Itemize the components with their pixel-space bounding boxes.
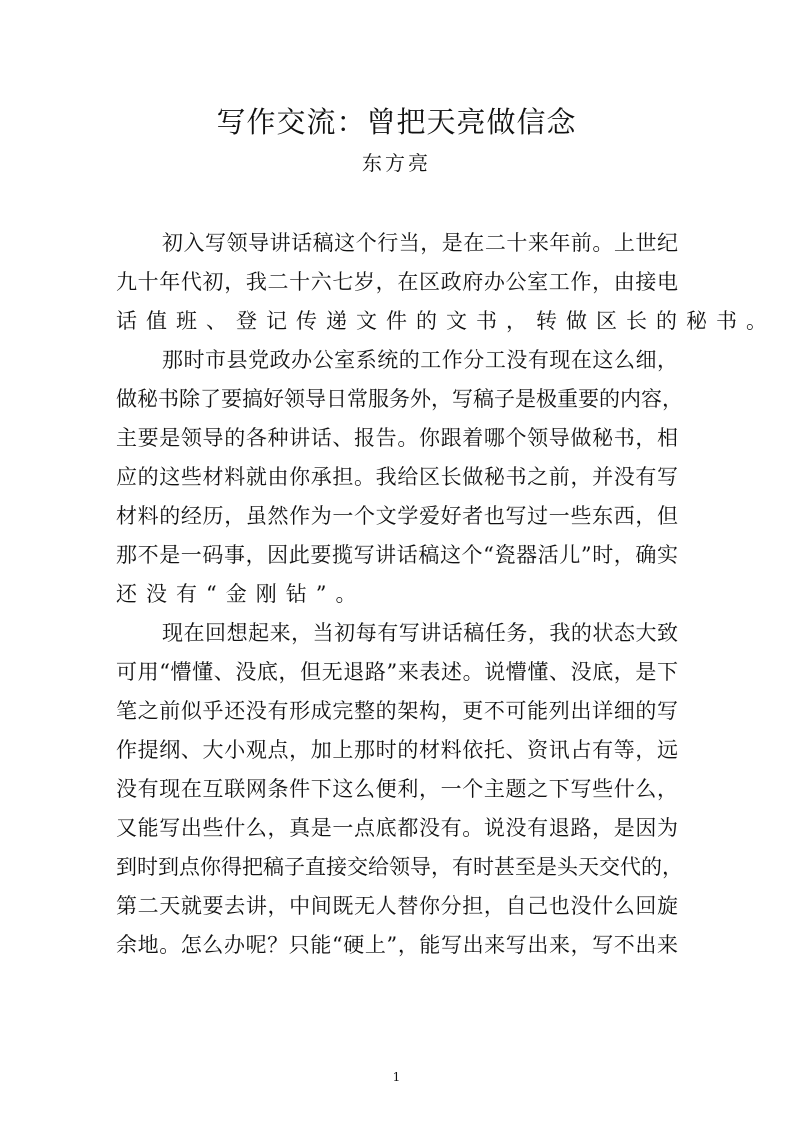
paragraph-line: 第二天就要去讲，中间既无人替你分担，自己也没什么回旋	[116, 894, 678, 918]
paragraph-line: 九十年代初，我二十六七岁，在区政府办公室工作，由接电	[116, 270, 678, 294]
paragraph-line: 现在回想起来，当初每有写讲话稿任务，我的状态大致	[162, 621, 678, 645]
paragraph-line: 应的这些材料就由你承担。我给区长做秘书之前，并没有写	[116, 465, 678, 489]
paragraph-line: 主要是领导的各种讲话、报告。你跟着哪个领导做秘书，相	[116, 426, 678, 450]
paragraph-line: 那不是一码事，因此要揽写讲话稿这个“瓷器活儿”时，确实	[116, 543, 678, 567]
page-number: 1	[392, 1070, 401, 1084]
paragraph-line: 初入写领导讲话稿这个行当，是在二十来年前。上世纪	[162, 231, 678, 255]
paragraph-line: 材料的经历，虽然作为一个文学爱好者也写过一些东西，但	[116, 504, 678, 528]
paragraph-line: 没有现在互联网条件下这么便利，一个主题之下写些什么，	[116, 777, 678, 801]
paragraph-line: 话值班、登记传递文件的文书，转做区长的秘书。	[116, 309, 776, 333]
document-body	[116, 224, 776, 965]
paragraph-line: 笔之前似乎还没有形成完整的架构，更不可能列出详细的写	[116, 699, 678, 723]
document-author: 东方亮	[362, 151, 431, 175]
paragraph-line: 到时到点你得把稿子直接交给领导，有时甚至是头天交代的，	[116, 855, 683, 879]
paragraph-line: 又能写出些什么，真是一点底都没有。说没有退路，是因为	[116, 816, 678, 840]
paragraph-line: 那时市县党政办公室系统的工作分工没有现在这么细，	[162, 348, 678, 372]
paragraph-line: 做秘书除了要搞好领导日常服务外，写稿子是极重要的内容，	[116, 387, 683, 411]
paragraph-line: 余地。怎么办呢？只能“硬上”，能写出来写出来，写不出来	[116, 933, 678, 957]
paragraph-line: 作提纲、大小观点，加上那时的材料依托、资讯占有等，远	[116, 738, 678, 762]
paragraph-line: 可用“懵懂、没底，但无退路”来表述。说懵懂、没底，是下	[116, 660, 678, 684]
paragraph-line: 还没有“金刚钻”。	[116, 582, 366, 606]
document-title: 写作交流：曾把天亮做信念	[216, 105, 577, 139]
